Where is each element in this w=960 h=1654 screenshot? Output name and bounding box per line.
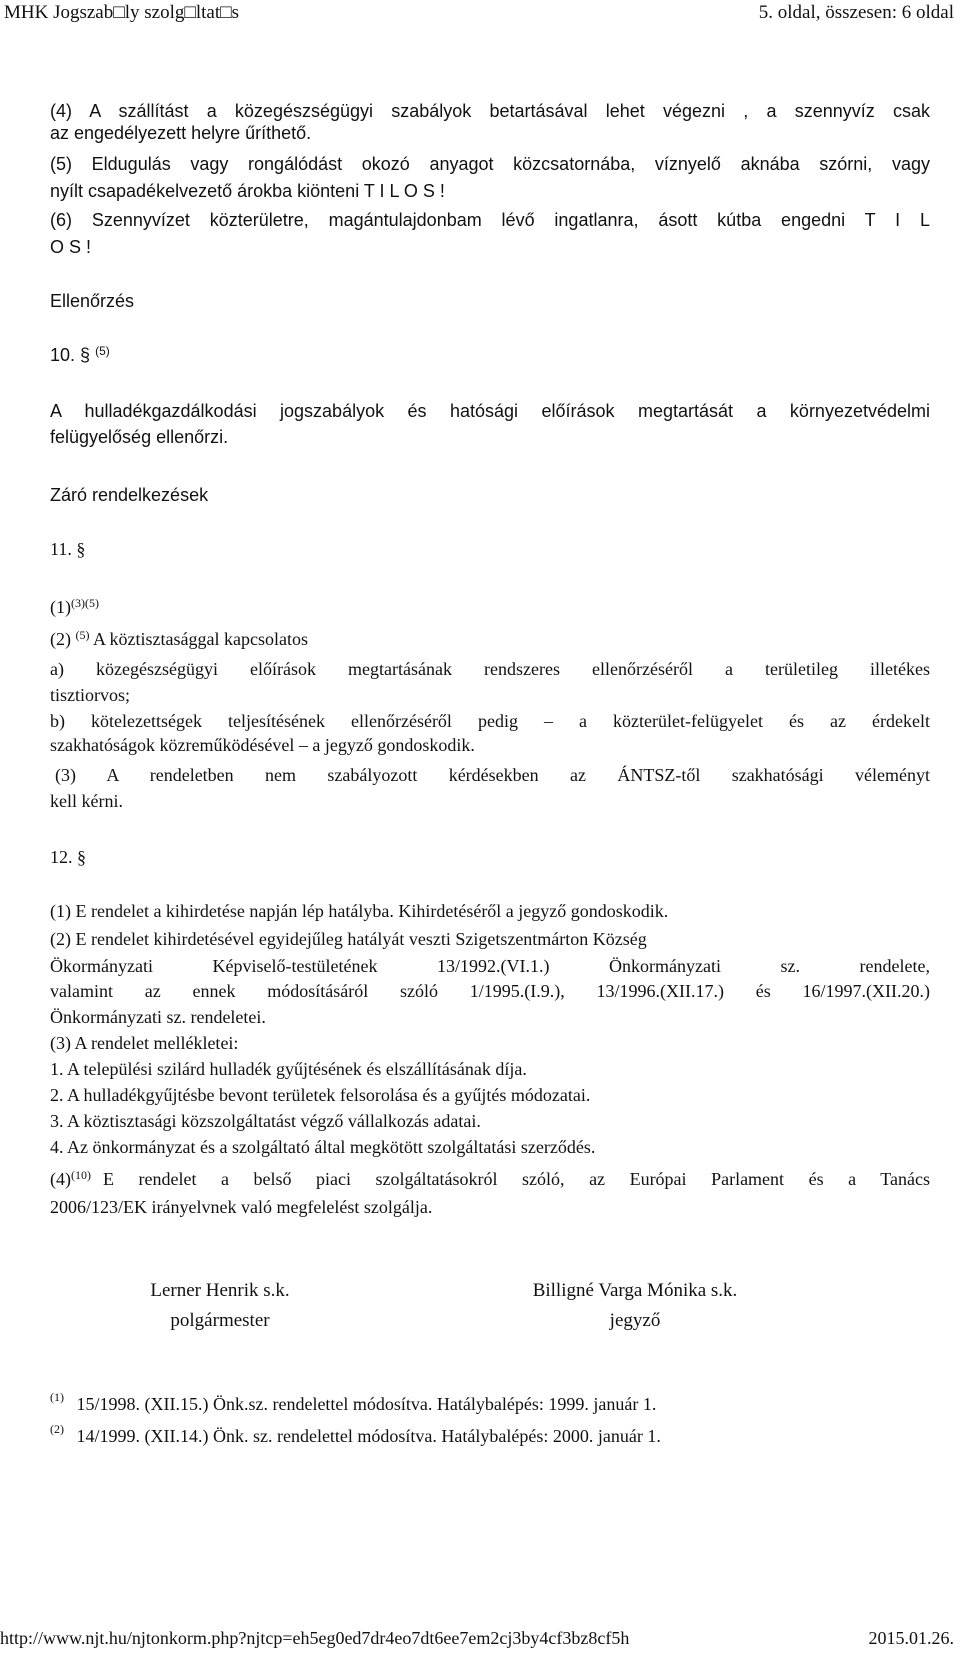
footnote-ref: (5) <box>95 344 110 358</box>
section-11-heading <box>50 538 930 560</box>
para-number: (2) <box>50 629 71 649</box>
s12-para-1: (1) E rendelet a kihirdetése napján lép hatályba. Kihirdetéséről a jegyző gondoskodik. <box>50 901 669 921</box>
section-sign: § <box>77 847 86 867</box>
page-header-left: MHK Jogszab□ly szolg□ltat□s <box>4 2 239 23</box>
annex-4: 4. Az önkormányzat és a szolgáltató által megkötött szolgáltatási szerződés. <box>50 1137 596 1157</box>
section-10-heading <box>50 344 930 366</box>
footnote-ref: (5) <box>75 628 90 642</box>
signatory-name: Lerner Henrik s.k. <box>150 1280 290 1301</box>
footnote-mark: (2) <box>50 1422 64 1436</box>
s12-para-2-line-2: Ökormányzati Képviselő-testületének 13/1992.(VI.1.) Önkormányzati sz. rendelete, <box>50 956 930 976</box>
para-5-line-1: (5) Eldugulás vagy rongálódást okozó anyagot közcsatornába, víznyelő aknába szórni, vagy <box>50 154 930 174</box>
signatory-title: jegyző <box>609 1310 661 1331</box>
footnote-text: 14/1999. (XII.14.) Önk. sz. rendelettel módosítva. Hatálybalépés: 2000. január 1. <box>76 1426 661 1446</box>
section-12-heading <box>50 846 930 868</box>
para-6-line-1: (6) Szennyvízet közterületre, magántulajdonbam lévő ingatlanra, ásott kútba engedni T I L <box>50 210 930 230</box>
para-5-line-2: nyílt csapadékelvezető árokba kiönteni T I L O S ! <box>50 181 445 201</box>
section-sign: § <box>76 539 86 559</box>
footnote-1 <box>50 1390 657 1415</box>
section-number: 11. <box>50 539 72 559</box>
s11-b-line-2: szakhatóságok közreműködésével – a jegyző gondoskodik. <box>50 735 475 755</box>
page-header-right: 5. oldal, összesen: 6 oldal <box>758 2 954 23</box>
para-4-line-1: (4) A szállítást a közegészségügyi szabályok betartásával lehet végezni , a szennyvíz csak <box>50 101 930 121</box>
s12-para-4-line-1 <box>50 1168 930 1190</box>
para-number: $(4)^{(10)}$ <box>50 1168 91 1189</box>
signatory-name: Billigné Varga Mónika s.k. <box>532 1280 738 1301</box>
section-number: 10. <box>50 345 76 365</box>
annex-1: 1. A települési szilárd hulladék gyűjtésének és elszállításának díja. <box>50 1059 527 1079</box>
s12-para-2-line-4: Önkormányzati sz. rendeletei. <box>50 1007 266 1027</box>
para-6-line-2: O S ! <box>50 237 92 257</box>
annex-3: 3. A köztisztasági közszolgáltatást végző vállalkozás adatai. <box>50 1111 481 1131</box>
section-number: 12. <box>50 847 73 867</box>
s12-para-2-line-3: valamint az ennek módosításáról szóló 1/1995.(I.9.), 13/1996.(XII.17.) és 16/1997.(XII.20.) <box>50 981 930 1001</box>
signature-right <box>500 1276 770 1336</box>
section-10-line-1: A hulladékgazdálkodási jogszabályok és hatósági előírások megtartását a környezetvédelmi <box>50 401 930 421</box>
heading-zaro: Záró rendelkezések <box>50 485 209 505</box>
footnote-mark: (1) <box>50 1390 64 1404</box>
para-text: A köztisztasággal kapcsolatos <box>93 629 308 649</box>
section-10-line-2: felügyelőség ellenőrzi. <box>50 427 229 447</box>
annex-2: 2. A hulladékgyűjtésbe bevont területek felsorolása és a gyűjtés módozatai. <box>50 1085 591 1105</box>
s12-para-3: (3) A rendelet mellékletei: <box>50 1033 239 1053</box>
s12-para-2-line-1: (2) E rendelet kihirdetésével egyidejűleg hatályát veszti Szigetszentmárton Község <box>50 929 647 949</box>
s11-b-line-1: b) kötelezettségek teljesítésének ellenőrzéséről pedig – a közterület-felügyelet és az érdekelt <box>50 711 930 731</box>
footer-url-link[interactable]: http://www.njt.hu/njtonkorm.php?njtcp=eh5eg0ed7dr4eo7dt6ee7em2cj3by4cf3bz8cf5h <box>0 1628 630 1648</box>
s11-para-3-line-2: kell kérni. <box>50 791 123 811</box>
signatory-title: polgármester <box>170 1310 270 1331</box>
s11-para-2 <box>50 628 930 650</box>
para-text: E rendelet a belső piaci szolgáltatásokról szóló, az Európai Parlament és a Tanács <box>103 1169 930 1189</box>
signature-left <box>120 1276 320 1336</box>
section-sign: § <box>80 345 91 365</box>
s11-para-1 <box>50 596 930 618</box>
footnote-text: 15/1998. (XII.15.) Önk.sz. rendelettel módosítva. Hatálybalépés: 1999. január 1. <box>76 1394 657 1414</box>
s11-a-line-2: tisztiorvos; <box>50 685 130 705</box>
para-number: (1) <box>50 597 71 617</box>
footnote-2 <box>50 1422 661 1447</box>
s12-para-4-line-2: 2006/123/EK irányelvnek való megfelelést szolgálja. <box>50 1197 433 1217</box>
s11-para-3-line-1: (3) A rendeletben nem szabályozott kérdésekben az ÁNTSZ-től szakhatósági véleményt <box>55 765 930 785</box>
para-4-line-2: az engedélyezett helyre űríthető. <box>50 123 312 143</box>
s11-a-line-1: a) közegészségügyi előírások megtartásának rendszeres ellenőrzéséről a területileg illetékes <box>50 659 930 679</box>
heading-ellenorzes: Ellenőrzés <box>50 291 135 311</box>
footer-date: 2015.01.26. <box>868 1628 954 1648</box>
footnote-ref: (3)(5) <box>71 596 99 610</box>
